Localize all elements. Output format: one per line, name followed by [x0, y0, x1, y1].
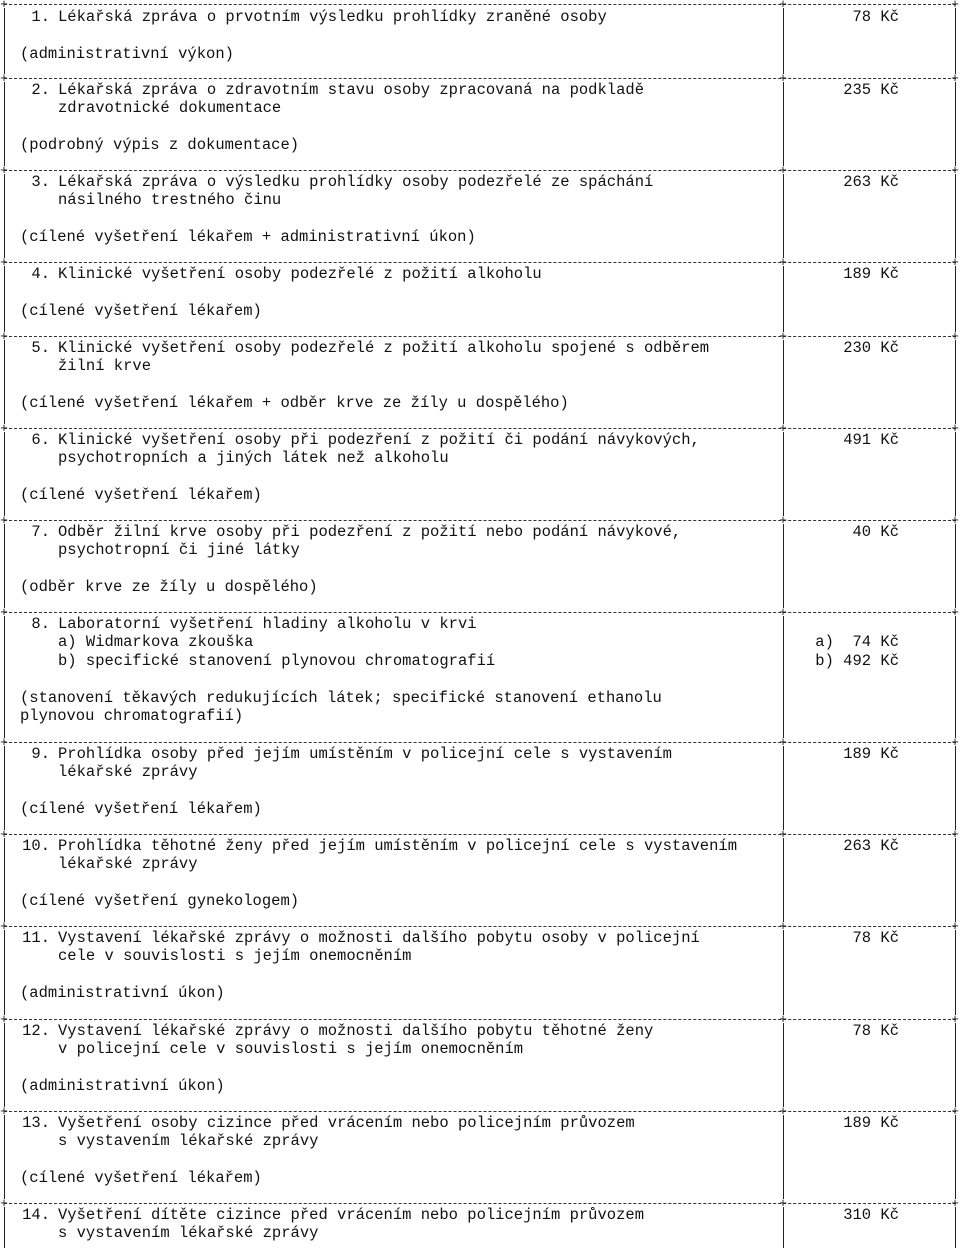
table-corner-plus: + — [779, 0, 787, 12]
item-number: 10. — [22, 837, 50, 855]
table-corner-plus: + — [0, 71, 8, 86]
item-number: 13. — [22, 1114, 50, 1132]
item-price: 189 Kč — [843, 265, 899, 283]
table-top-border — [4, 4, 956, 5]
item-number: 3. — [31, 173, 50, 191]
table-corner-plus: + — [951, 71, 959, 86]
item-title: Lékařská zpráva o prvotním výsledku prohlídky zraněné osoby — [58, 8, 607, 26]
item-price: 78 Kč — [852, 1022, 899, 1040]
table-corner-plus: + — [951, 735, 959, 750]
table-corner-plus: + — [779, 605, 787, 620]
item-title-continuation: cele v souvislosti s jejím onemocněním — [58, 947, 412, 966]
column-divider — [783, 432, 784, 516]
column-divider — [783, 1023, 784, 1107]
item-number: 9. — [31, 745, 50, 763]
right-border — [955, 432, 956, 516]
table-corner-plus: + — [0, 919, 8, 934]
table-corner-plus: + — [0, 421, 8, 436]
column-divider — [783, 1207, 784, 1248]
item-note: (cílené vyšetření gynekologem) — [20, 892, 300, 911]
right-border — [955, 524, 956, 608]
item-price: b) 492 Kč — [815, 651, 899, 670]
right-border — [955, 8, 956, 74]
item-note: (cílené vyšetření lékařem + administrativní úkon) — [20, 228, 476, 247]
right-border — [955, 838, 956, 922]
item-title-continuation: psychotropní či jiné látky — [58, 541, 300, 560]
column-divider — [783, 8, 784, 74]
right-border — [955, 174, 956, 258]
right-border — [955, 340, 956, 424]
item-price: 78 Kč — [852, 8, 899, 26]
item-title-continuation: zdravotnické dokumentace — [58, 99, 282, 118]
item-title-continuation: v policejní cele v souvislosti s jejím onemocněním — [58, 1040, 524, 1059]
row-separator — [4, 1111, 956, 1112]
table-corner-plus: + — [951, 1196, 959, 1211]
item-note: (cílené vyšetření lékařem) — [20, 486, 262, 505]
item-price: 263 Kč — [843, 837, 899, 855]
item-note: (administrativní úkon) — [20, 1077, 225, 1096]
right-border — [955, 1207, 956, 1248]
item-title: Vyšetření dítěte cizince před vrácením nebo policejním průvozem — [58, 1206, 644, 1224]
table-corner-plus: + — [779, 163, 787, 178]
table-corner-plus: + — [0, 827, 8, 842]
table-corner-plus: + — [951, 605, 959, 620]
item-title-continuation: žilní krve — [58, 357, 152, 376]
table-corner-plus: + — [779, 1196, 787, 1211]
item-number: 12. — [22, 1022, 50, 1040]
column-divider — [783, 340, 784, 424]
item-title: Prohlídka osoby před jejím umístěním v policejní cele s vystavením — [58, 745, 672, 763]
row-separator — [4, 1203, 956, 1204]
item-note: plynovou chromatografií) — [20, 707, 244, 725]
column-divider — [783, 838, 784, 922]
item-note: (administrativní výkon) — [20, 44, 234, 63]
item-title: Vystavení lékařské zprávy o možnosti dalšího pobytu těhotné ženy — [58, 1022, 654, 1040]
right-border — [955, 1023, 956, 1107]
table-corner-plus: + — [0, 255, 8, 270]
table-corner-plus: + — [0, 1012, 8, 1027]
right-border — [955, 746, 956, 830]
table-corner-plus: + — [951, 421, 959, 436]
table-corner-plus: + — [779, 255, 787, 270]
table-corner-plus: + — [0, 329, 8, 344]
column-divider — [783, 266, 784, 332]
item-number: 1. — [31, 8, 50, 26]
row-separator — [4, 1019, 956, 1020]
column-divider — [783, 746, 784, 830]
table-corner-plus: + — [951, 1104, 959, 1119]
item-number: 11. — [22, 929, 50, 947]
item-title: Lékařská zpráva o zdravotním stavu osoby zpracovaná na podkladě — [58, 81, 644, 99]
table-corner-plus: + — [0, 1104, 8, 1119]
right-border — [955, 266, 956, 332]
item-note: (cílené vyšetření lékařem + odběr krve ze žíly u dospělého) — [20, 394, 569, 413]
row-separator — [4, 78, 956, 79]
column-divider — [783, 1115, 784, 1199]
table-corner-plus: + — [951, 513, 959, 528]
row-separator — [4, 336, 956, 337]
item-title: Klinické vyšetření osoby podezřelé z požití alkoholu spojené s odběrem — [58, 339, 710, 357]
item-title: Klinické vyšetření osoby při podezření z požití či podání návykových, — [58, 431, 700, 449]
item-price: 189 Kč — [843, 1114, 899, 1132]
right-border — [955, 82, 956, 166]
table-corner-plus: + — [779, 919, 787, 934]
column-divider — [783, 616, 784, 738]
left-border — [4, 616, 5, 738]
column-divider — [783, 524, 784, 608]
row-separator — [4, 926, 956, 927]
item-title: Lékařská zpráva o výsledku prohlídky osoby podezřelé ze spáchání — [58, 173, 654, 191]
column-divider — [783, 82, 784, 166]
table-corner-plus: + — [951, 0, 959, 12]
right-border — [955, 616, 956, 738]
table-corner-plus: + — [0, 605, 8, 620]
table-corner-plus: + — [951, 827, 959, 842]
table-corner-plus: + — [951, 255, 959, 270]
table-corner-plus: + — [779, 421, 787, 436]
item-note: (odběr krve ze žíly u dospělého) — [20, 578, 318, 597]
table-corner-plus: + — [951, 1012, 959, 1027]
row-separator — [4, 742, 956, 743]
item-note: (administrativní úkon) — [20, 984, 225, 1003]
right-border — [955, 1115, 956, 1199]
item-number: 5. — [31, 339, 50, 357]
item-title: Prohlídka těhotné ženy před jejím umístěním v policejní cele s vystavením — [58, 837, 738, 855]
item-number: 8. — [31, 615, 50, 633]
item-title-continuation: a) Widmarkova zkouška — [58, 633, 254, 652]
item-title: Vyšetření osoby cizince před vrácením nebo policejním průvozem — [58, 1114, 635, 1132]
item-note: (cílené vyšetření lékařem) — [20, 301, 262, 320]
item-title-continuation: lékařské zprávy — [58, 763, 198, 782]
item-note: (podrobný výpis z dokumentace) — [20, 136, 300, 155]
item-title-continuation: násilného trestného činu — [58, 191, 282, 210]
item-price: 78 Kč — [852, 929, 899, 947]
item-price: 310 Kč — [843, 1206, 899, 1224]
item-number: 4. — [31, 265, 50, 283]
item-price: a) 74 Kč — [815, 633, 899, 652]
right-border — [955, 930, 956, 1015]
item-title: Odběr žilní krve osoby při podezření z požití nebo podání návykové, — [58, 523, 682, 541]
item-note: (cílené vyšetření lékařem) — [20, 1169, 262, 1188]
item-note: (cílené vyšetření lékařem) — [20, 800, 262, 819]
item-title-continuation: lékařské zprávy — [58, 855, 198, 874]
row-separator — [4, 520, 956, 521]
item-note: (stanovení těkavých redukujících látek; specifické stanovení ethanolu — [20, 688, 662, 707]
table-corner-plus: + — [779, 1104, 787, 1119]
table-corner-plus: + — [951, 163, 959, 178]
table-corner-plus: + — [0, 163, 8, 178]
table-corner-plus: + — [779, 735, 787, 750]
column-divider — [783, 174, 784, 258]
item-price: 235 Kč — [843, 81, 899, 99]
table-corner-plus: + — [779, 1012, 787, 1027]
item-number: 2. — [31, 81, 50, 99]
item-title-continuation: psychotropních a jiných látek než alkoholu — [58, 449, 449, 468]
table-corner-plus: + — [0, 1196, 8, 1211]
row-separator — [4, 262, 956, 263]
row-separator — [4, 170, 956, 171]
item-price: 491 Kč — [843, 431, 899, 449]
row-separator — [4, 834, 956, 835]
item-title: Klinické vyšetření osoby podezřelé z požití alkoholu — [58, 265, 542, 283]
table-corner-plus: + — [951, 329, 959, 344]
item-title-continuation: s vystavením lékařské zprávy — [58, 1224, 319, 1243]
row-separator — [4, 612, 956, 613]
item-price: 263 Kč — [843, 173, 899, 191]
item-price: 189 Kč — [843, 745, 899, 763]
item-price: 230 Kč — [843, 339, 899, 357]
item-title: Laboratorní vyšetření hladiny alkoholu v krvi — [58, 615, 477, 633]
item-title-continuation: b) specifické stanovení plynovou chromatografií — [58, 651, 496, 670]
item-number: 7. — [31, 523, 50, 541]
row-separator — [4, 428, 956, 429]
table-corner-plus: + — [0, 0, 8, 12]
item-number: 6. — [31, 431, 50, 449]
item-title-continuation: s vystavením lékařské zprávy — [58, 1132, 319, 1151]
table-corner-plus: + — [779, 71, 787, 86]
item-price: 40 Kč — [852, 523, 899, 541]
table-corner-plus: + — [0, 513, 8, 528]
table-corner-plus: + — [779, 329, 787, 344]
table-corner-plus: + — [0, 735, 8, 750]
table-corner-plus: + — [779, 513, 787, 528]
item-title: Vystavení lékařské zprávy o možnosti dalšího pobytu osoby v policejní — [58, 929, 700, 947]
column-divider — [783, 930, 784, 1015]
table-corner-plus: + — [951, 919, 959, 934]
item-number: 14. — [22, 1206, 50, 1224]
table-corner-plus: + — [779, 827, 787, 842]
